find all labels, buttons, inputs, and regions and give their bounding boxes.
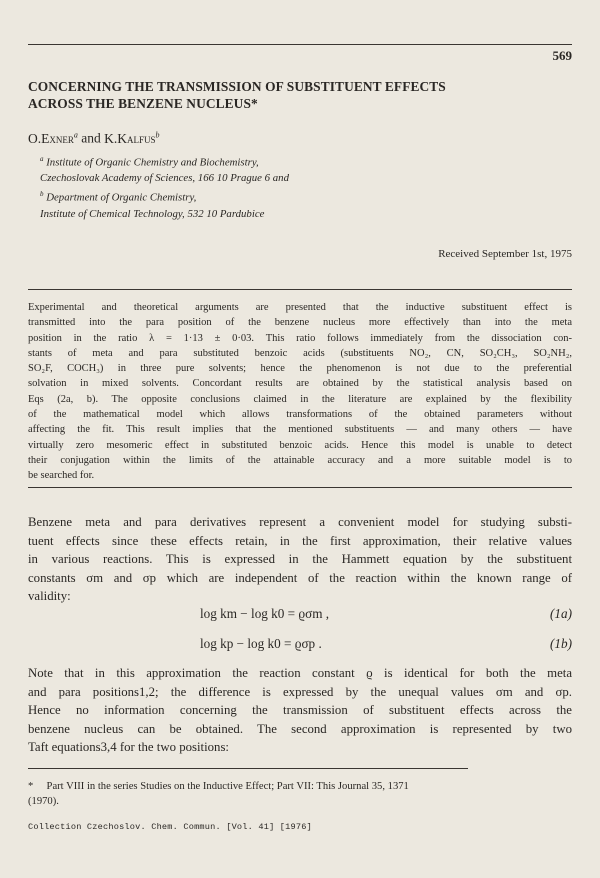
equation-1b: log kp − log k0 = ϱσp .	[200, 636, 322, 651]
abstract	[28, 300, 572, 484]
body-line: Benzene meta and para derivatives represent a convenient model for studying substi-	[28, 515, 572, 529]
abstract-line: SO₂F, COCH₃) in three pure solvents; hence the phenomenon is not due to the preferential	[28, 363, 572, 375]
page-number: 569	[552, 48, 572, 63]
abstract-line: virtually zero mesomeric effect in substituted benzoic acids. Hence this model is unable to detect	[28, 439, 572, 451]
body-line: and para positions1,2; the difference is expressed by the unequal values σm and σp.	[28, 684, 572, 699]
footnote-line-1: * Part VIII in the series Studies on the Inductive Effect; Part VII: This Journal 35, 1371	[28, 781, 409, 792]
equation-1a: log km − log k0 = ϱσm ,	[200, 606, 330, 621]
body-line: Hence no information concerning the transmission of substituent effects across the	[28, 703, 572, 718]
affiliation-b-line-2: Institute of Chemical Technology, 532 10 Pardubice	[40, 207, 265, 220]
body-line: constants σm and σp which are independent of the reaction within the known range of	[28, 570, 572, 585]
abstract-top-rule	[28, 289, 572, 290]
equation-1b-number: (1b)	[550, 636, 572, 651]
header-rule	[28, 44, 572, 45]
title-line-1: CONCERNING THE TRANSMISSION OF SUBSTITUENT EFFECTS	[28, 79, 446, 94]
abstract-line: transmitted into the para position of the benzene nucleus more effectively than into the meta	[28, 317, 572, 329]
body-line: Note that in this approximation the reaction constant ϱ is identical for both the meta	[28, 666, 572, 680]
affiliation-a-line-2: Czechoslovak Academy of Sciences, 166 10 Prague 6 and	[40, 172, 289, 185]
abstract-bottom-rule	[28, 487, 572, 488]
abstract-line: be searched for.	[28, 470, 95, 482]
title-line-2: ACROSS THE BENZENE NUCLEUS*	[28, 96, 258, 111]
equation-1a-number: (1a)	[550, 606, 572, 621]
abstract-line: solvation in mixed solvents. Concordant results are obtained by the statistical analysis based on	[28, 378, 572, 390]
body-line: in various reactions. This is expressed in the Hammett equation by the substituent	[28, 552, 572, 567]
abstract-line: of the mathematical model which allows transformations of the obtained parameters without	[28, 409, 572, 421]
author-1: O.Exner$^a$	[28, 130, 78, 146]
body-line: Taft equations3,4 for the two positions:	[28, 740, 229, 755]
author-line	[28, 130, 160, 147]
body-line: tuent effects since these effects retain, in the first approximation, their relative values	[28, 533, 572, 548]
author-connector: and	[81, 130, 101, 146]
received-date: Received September 1st, 1975	[438, 248, 572, 260]
affiliation-a-line-1: $^a$ Institute of Organic Chemistry and Biochemistry,	[40, 155, 259, 169]
body-paragraph-2	[28, 664, 572, 757]
abstract-line: position in the ratio λ = 1·13 ± 0·03. This ratio follows immediately from the dissociation con-	[28, 332, 572, 344]
journal-citation: Collection Czechoslov. Chem. Commun. [Vol. 41] [1976]	[28, 822, 312, 832]
body-paragraph-1	[28, 513, 572, 606]
affiliation-b-line-1: $^b$ Department of Organic Chemistry,	[40, 190, 197, 204]
abstract-line: affecting the fit. This result implies that the mentioned substituents — and many others — have	[28, 424, 572, 436]
footnote	[28, 779, 572, 809]
footnote-rule	[28, 768, 468, 769]
abstract-line: Eqs (2a, b). The opposite conclusions claimed in the literature are explained by the flexibility	[28, 393, 572, 405]
body-line: benzene nucleus can be obtained. The second approximation is represented by two	[28, 721, 572, 736]
author-2: K.Kalfus$^b$	[104, 130, 160, 146]
article-title	[28, 78, 548, 112]
abstract-line: Experimental and theoretical arguments are presented that the inductive substituent effect is	[28, 302, 572, 313]
abstract-line: stants of meta and para substituted benzoic acids (substituents NO₂, CN, SO₂CH₃, SO₂NH₂,	[28, 347, 572, 359]
abstract-line: their conjugation within the limits of the attainable accuracy and a more suitable model is to	[28, 454, 572, 466]
body-line: validity:	[28, 589, 71, 604]
footnote-line-2: (1970).	[28, 796, 59, 807]
affiliations	[40, 152, 289, 222]
